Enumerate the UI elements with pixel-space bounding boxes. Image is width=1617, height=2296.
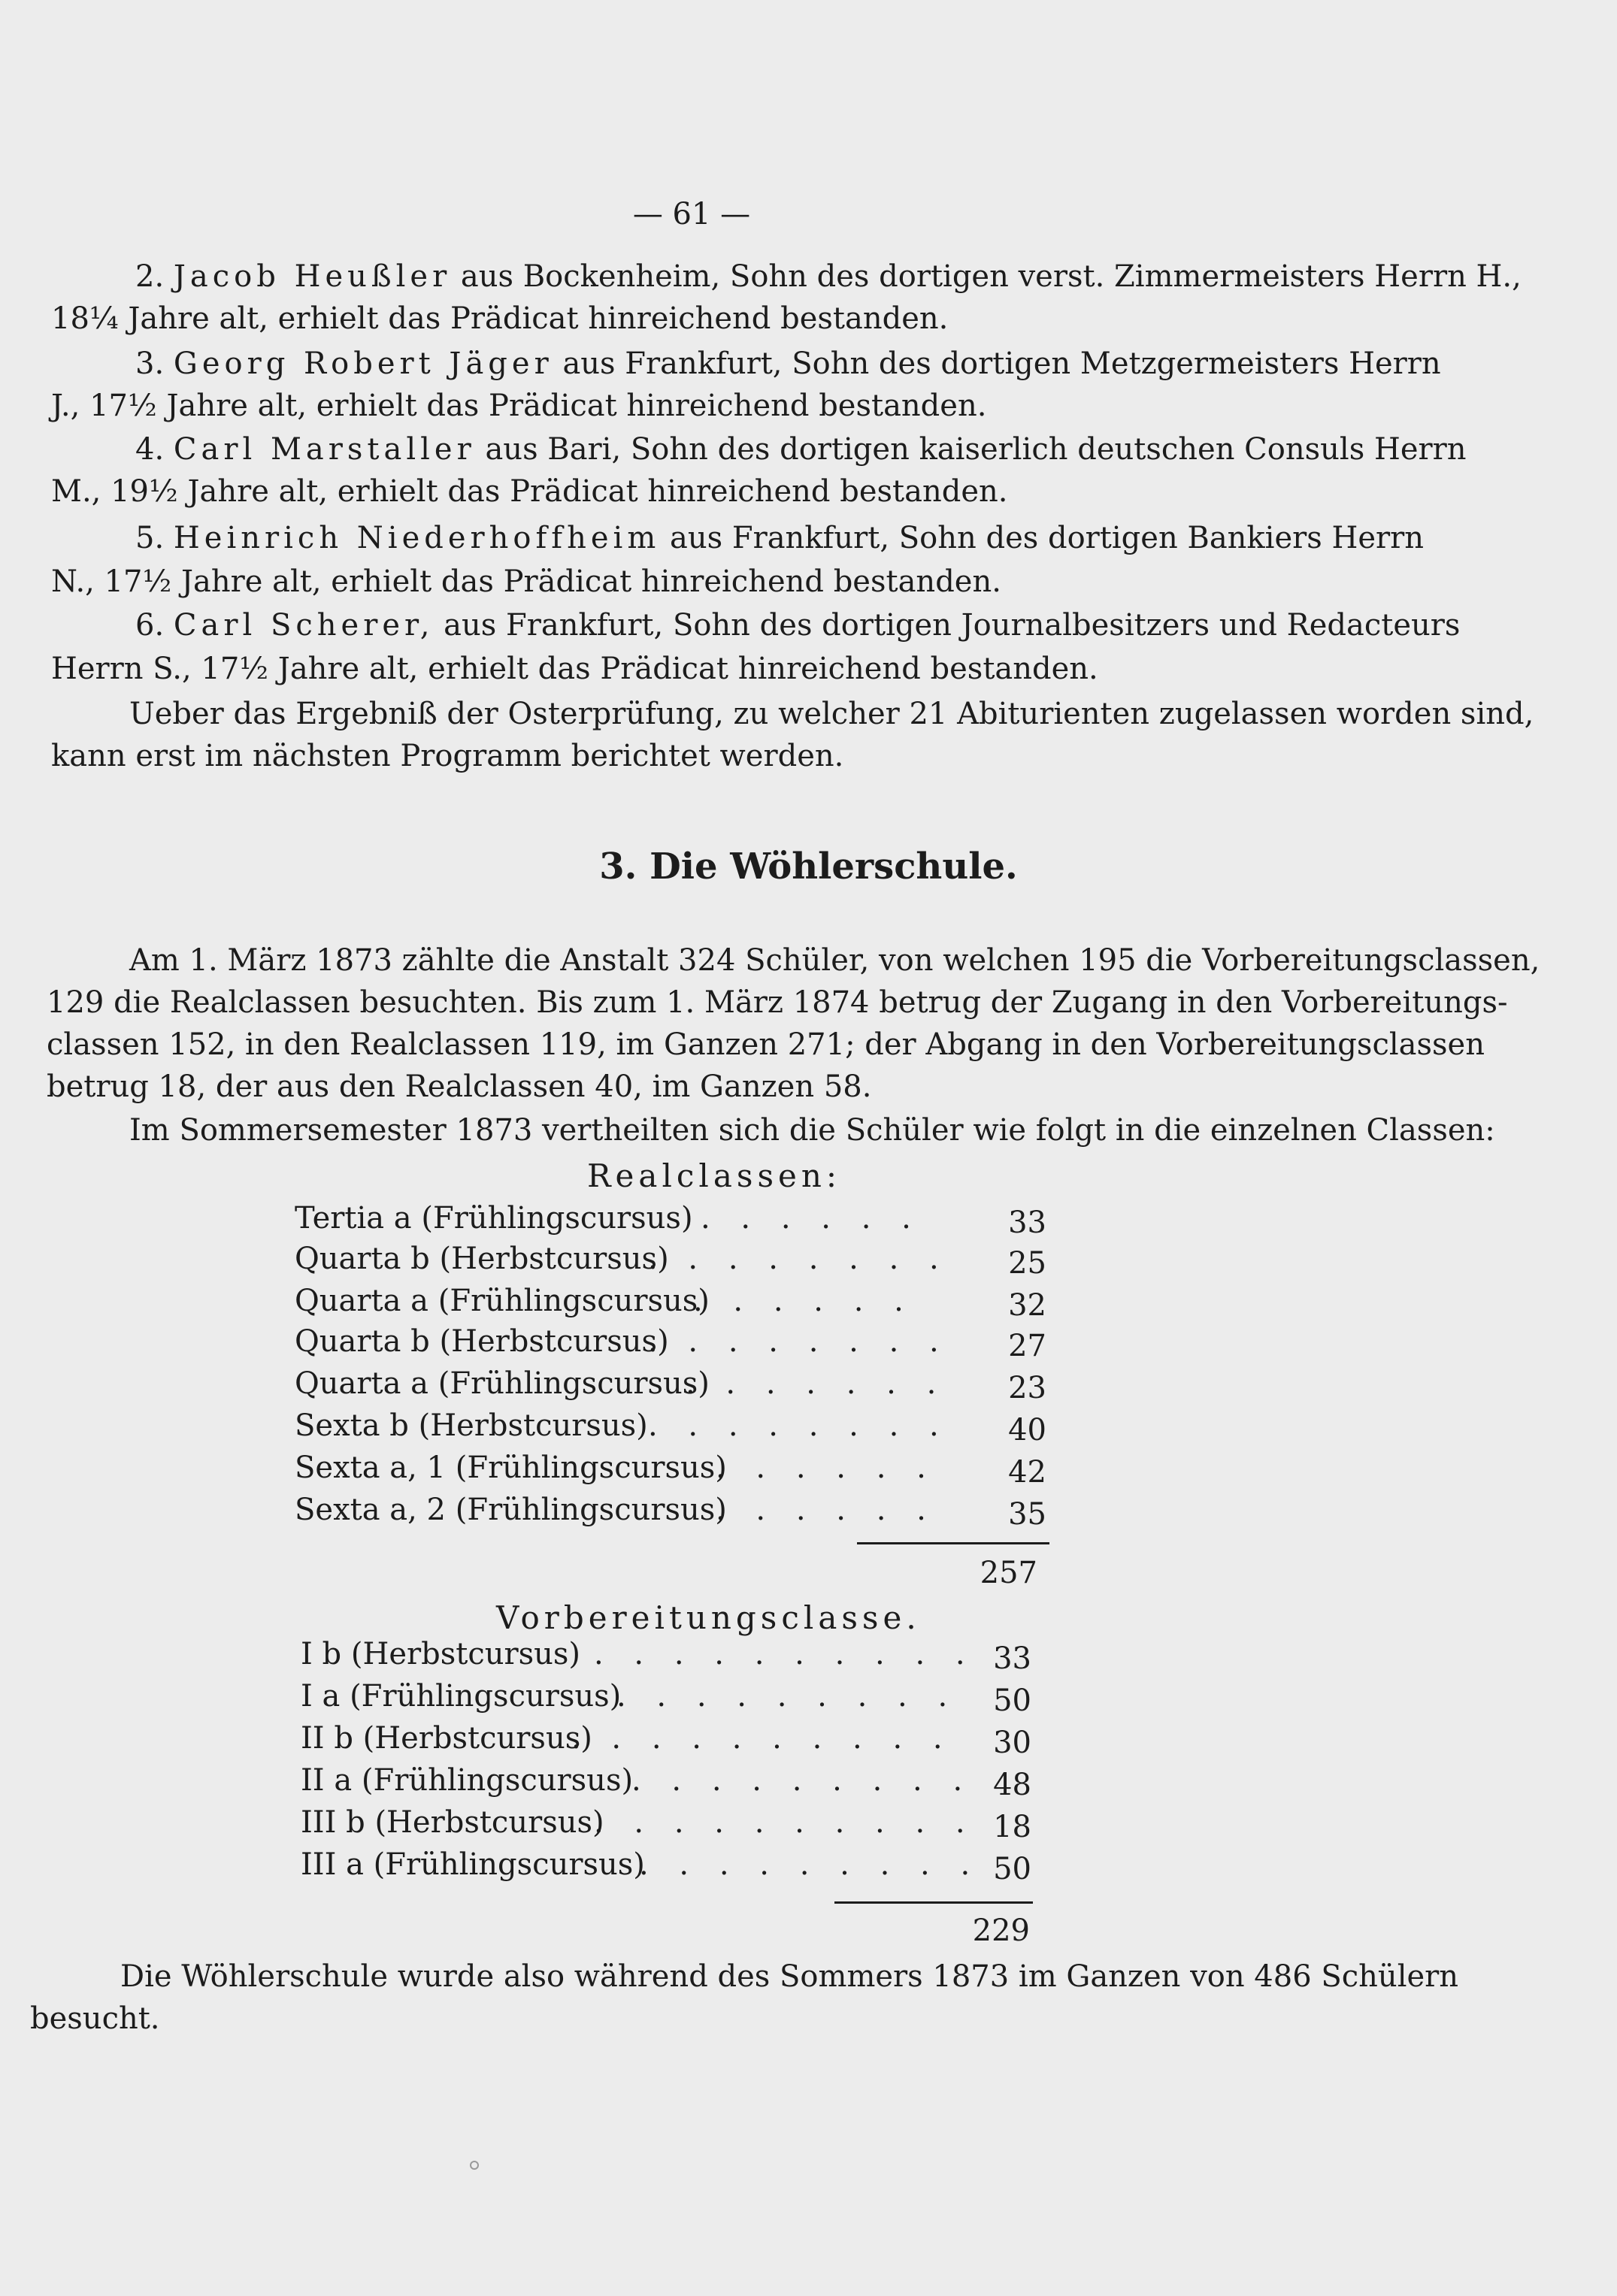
summer-para: Im Sommersemester 1873 vertheilten sich die Schüler wie folgt in die einzelnen Classen: [129, 1113, 1495, 1148]
realclassen-heading: Realclassen: [586, 1157, 842, 1194]
class-label: II b (Herbstcursus) [301, 1721, 592, 1756]
closing-para-line-1: Die Wöhlerschule wurde also während des Sommers 1873 im Ganzen von 486 Schülern [120, 1959, 1459, 1994]
intro-para-line-1: Am 1. März 1873 zählte die Anstalt 324 Schüler, von welchen 195 die Vorbereitungsclassen, [129, 943, 1540, 978]
dot-leader: . . . . . . . . [648, 1408, 949, 1443]
table-row [295, 1201, 1046, 1242]
entry-3-line-1 [135, 344, 1441, 383]
table-row [295, 1366, 1046, 1407]
class-count: 25 [1008, 1246, 1046, 1281]
entry-number: 5. [135, 521, 165, 555]
class-label: Quarta a (Frühlingscursus) [295, 1284, 710, 1318]
class-label: III a (Frühlingscursus) [301, 1847, 645, 1882]
easter-para-line-1: Ueber das Ergebniß der Osterprüfung, zu welcher 21 Abiturienten zugelassen worden sind, [129, 697, 1534, 731]
class-count: 32 [1008, 1288, 1046, 1323]
class-label: II a (Frühlingscursus) [301, 1763, 634, 1798]
class-label: Sexta b (Herbstcursus) [295, 1408, 648, 1443]
entry-5-line-1 [135, 519, 1425, 558]
entry-text: aus Frankfurt, Sohn des dortigen Bankiers Herrn [669, 521, 1425, 555]
class-count: 33 [993, 1641, 1031, 1676]
sum-rule [857, 1542, 1049, 1544]
dot-leader: . . . . . . . . . . [594, 1637, 976, 1671]
entry-text: aus Bockenheim, Sohn des dortigen verst. Zimmermeisters Herrn H., [460, 259, 1522, 294]
section-title: 3. Die Wöhlerschule. [599, 845, 1018, 888]
person-name: Jacob Heußler [173, 259, 452, 294]
table-row [301, 1805, 1031, 1846]
class-count: 27 [1008, 1329, 1046, 1363]
dot-leader: . . . . . . . . . . [594, 1805, 976, 1840]
dot-leader: . . . . . . . . [648, 1242, 949, 1276]
entry-text: aus Frankfurt, Sohn des dortigen Journalbesitzers und Redacteurs [444, 608, 1461, 643]
entry-number: 4. [135, 432, 165, 467]
entry-6-line-2: Herrn S., 17½ Jahre alt, erhielt das Prädicat hinreichend bestanden. [51, 652, 1098, 686]
vorbereitung-total: 229 [972, 1913, 1030, 1948]
class-label: I b (Herbstcursus) [301, 1637, 581, 1671]
class-label: Quarta b (Herbstcursus) [295, 1324, 669, 1359]
table-row [295, 1451, 1046, 1491]
class-count: 40 [1008, 1413, 1046, 1447]
class-label: Quarta b (Herbstcursus) [295, 1242, 669, 1276]
dot-leader: . . . . . . . . . . [571, 1721, 953, 1756]
entry-6-line-1 [135, 606, 1461, 645]
class-label: Sexta a, 2 (Frühlingscursus) [295, 1493, 727, 1527]
person-name: Carl Scherer, [173, 608, 435, 643]
class-count: 30 [993, 1726, 1031, 1760]
intro-para-line-4: betrug 18, der aus den Realclassen 40, im Ganzen 58. [47, 1069, 872, 1104]
paper-mark [470, 2161, 479, 2170]
dot-leader: . . . . . . . [686, 1366, 947, 1401]
entry-text: aus Frankfurt, Sohn des dortigen Metzgermeisters Herrn [562, 346, 1441, 381]
table-row [295, 1493, 1046, 1533]
class-label: III b (Herbstcursus) [301, 1805, 604, 1840]
class-count: 23 [1008, 1371, 1046, 1405]
class-count: 33 [1008, 1205, 1046, 1240]
entry-5-line-2: N., 17½ Jahre alt, erhielt das Prädicat hinreichend bestanden. [51, 564, 1001, 599]
class-count: 50 [993, 1852, 1031, 1886]
entry-text: aus Bari, Sohn des dortigen kaiserlich deutschen Consuls Herrn [485, 432, 1467, 467]
entry-number: 6. [135, 608, 165, 643]
class-count: 18 [993, 1810, 1031, 1844]
intro-para-line-2: 129 die Realclassen besuchten. Bis zum 1. März 1874 betrug der Zugang in den Vorbereitungs- [47, 985, 1508, 1020]
realclassen-total: 257 [980, 1556, 1037, 1590]
dot-leader: . . . . . . [716, 1493, 937, 1527]
dot-leader: . . . . . . . . . [631, 1763, 974, 1798]
class-count: 50 [993, 1683, 1031, 1718]
class-label: Quarta a (Frühlingscursus) [295, 1366, 710, 1401]
table-row [301, 1721, 1031, 1762]
class-count: 42 [1008, 1455, 1046, 1490]
dot-leader: . . . . . . . . . [616, 1679, 958, 1714]
class-label: Tertia a (Frühlingscursus) [295, 1201, 693, 1236]
closing-para-line-2: besucht. [30, 2001, 160, 2036]
person-name: Heinrich Niederhoffheim [173, 521, 661, 555]
entry-4-line-2: M., 19½ Jahre alt, erhielt das Prädicat hinreichend bestanden. [51, 474, 1008, 509]
dot-leader: . . . . . . . . [648, 1324, 949, 1359]
table-row [295, 1284, 1046, 1324]
table-row [295, 1408, 1046, 1449]
entry-3-line-2: J., 17½ Jahre alt, erhielt das Prädicat hinreichend bestanden. [51, 389, 987, 423]
class-label: Sexta a, 1 (Frühlingscursus) [295, 1451, 727, 1485]
person-name: Georg Robert Jäger [173, 346, 553, 381]
entry-4-line-1 [135, 430, 1467, 469]
entry-2-line-1 [135, 257, 1522, 296]
dot-leader: . . . . . . [701, 1201, 922, 1236]
entry-number: 3. [135, 346, 165, 381]
vorbereitung-heading: Vorbereitungsclasse. [496, 1599, 921, 1636]
intro-para-line-3: classen 152, in den Realclassen 119, im Ganzen 271; der Abgang in den Vorbereitungsclassen [47, 1027, 1485, 1062]
dot-leader: . . . . . . [693, 1284, 914, 1318]
person-name: Carl Marstaller [173, 432, 476, 467]
dot-leader: . . . . . . [716, 1451, 937, 1485]
dot-leader: . . . . . . . . . [639, 1847, 981, 1882]
class-count: 48 [993, 1768, 1031, 1802]
entry-2-line-2: 18¼ Jahre alt, erhielt das Prädicat hinreichend bestanden. [51, 301, 949, 336]
table-row [301, 1763, 1031, 1804]
class-count: 35 [1008, 1497, 1046, 1532]
table-row [301, 1847, 1031, 1888]
page-number: — 61 — [632, 197, 751, 231]
class-label: I a (Frühlingscursus) [301, 1679, 622, 1714]
entry-number: 2. [135, 259, 165, 294]
table-row [301, 1679, 1031, 1720]
table-row [295, 1242, 1046, 1282]
sum-rule [834, 1901, 1033, 1904]
table-row [295, 1324, 1046, 1365]
table-row [301, 1637, 1031, 1677]
easter-para-line-2: kann erst im nächsten Programm berichtet werden. [51, 739, 844, 773]
